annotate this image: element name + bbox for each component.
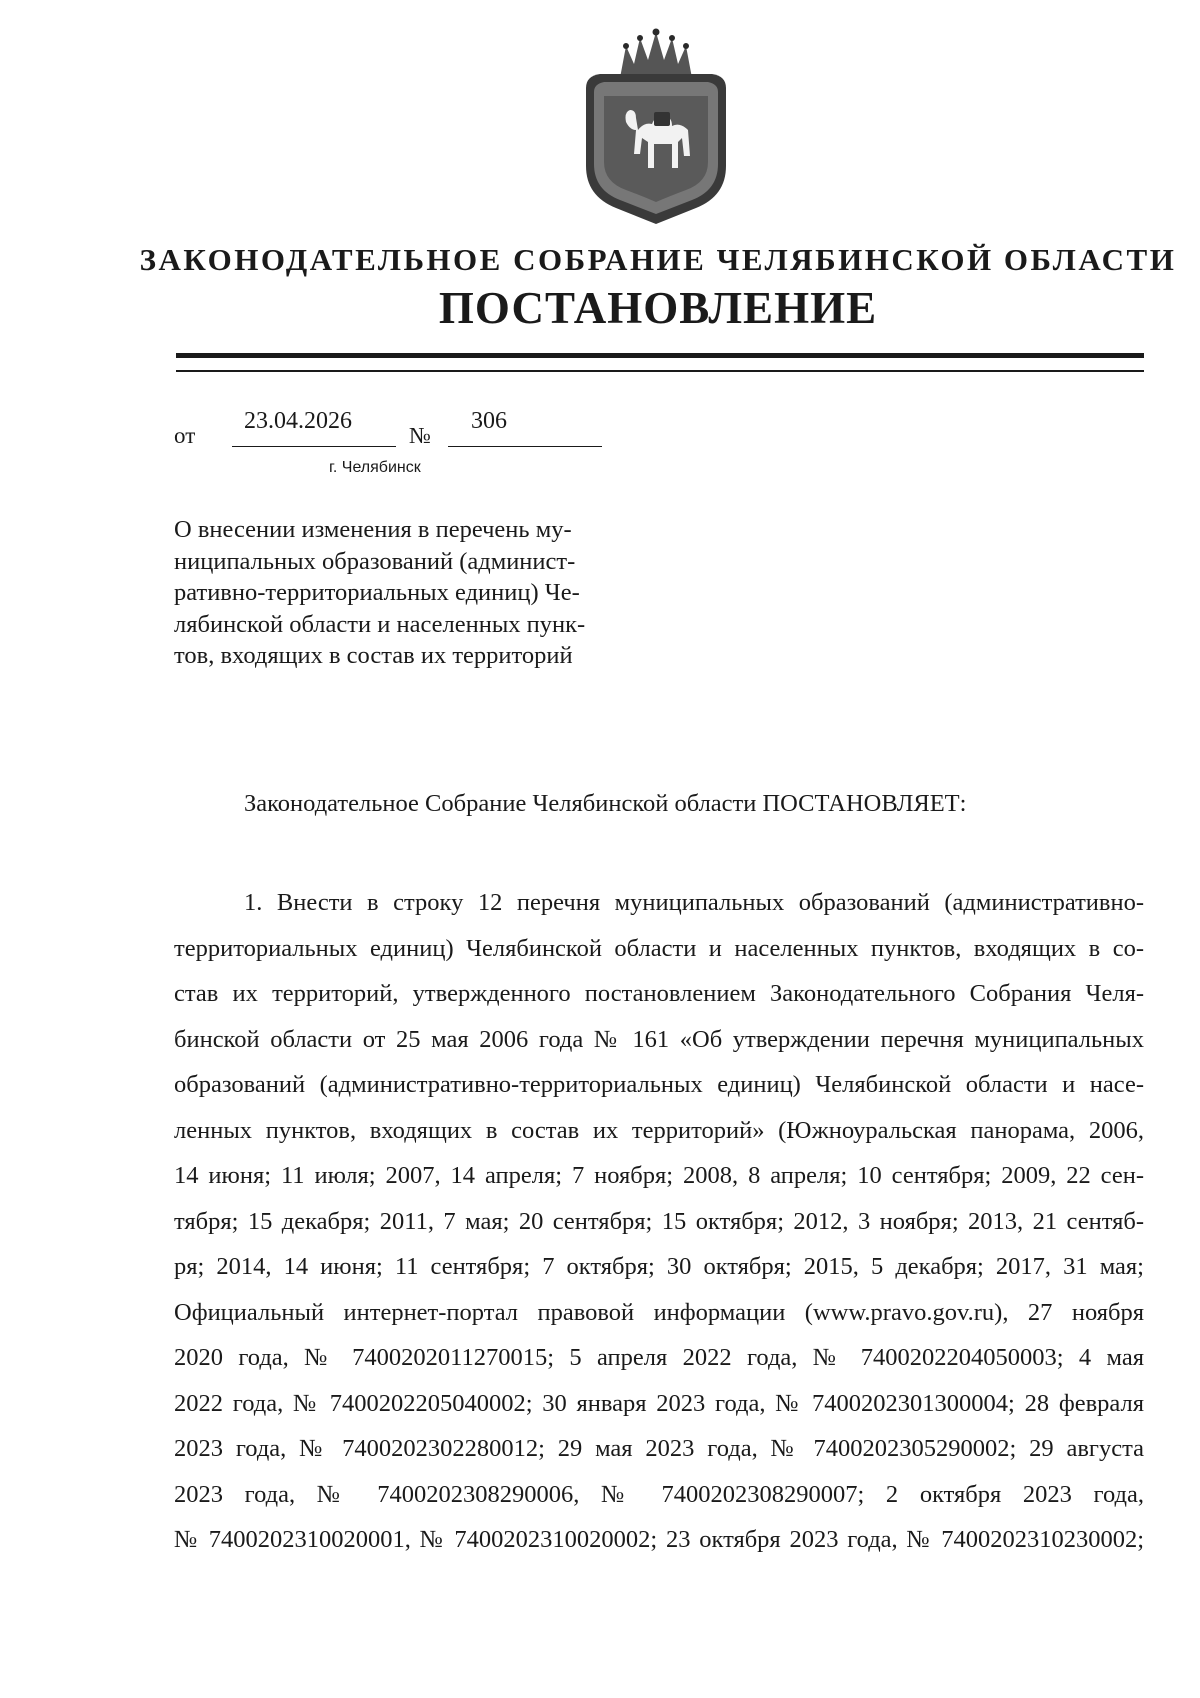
body-paragraph — [174, 880, 1144, 1563]
subject-line: тов, входящих в состав их территорий — [174, 642, 573, 669]
body-line: 2023 года, № 7400202308290006, № 7400202308290007; 2 октября 2023 года, — [174, 1480, 1144, 1508]
body-line: ря; 2014, 14 июня; 11 сентября; 7 октября; 30 октября; 2015, 5 декабря; 2017, 31 мая; — [174, 1253, 1144, 1280]
body-line: ленных пунктов, входящих в состав их территорий» (Южноуральская панорама, 2006, — [174, 1116, 1144, 1144]
number-underline — [448, 446, 602, 447]
city-label: г. Челябинск — [329, 459, 421, 476]
subject-line: ративно-территориальных единиц) Че- — [174, 579, 580, 606]
body-line: став их территорий, утвержденного постановлением Законодательного Собрания Челя- — [174, 980, 1144, 1007]
subject-line: ниципальных образований (админист- — [174, 547, 576, 575]
document-subject — [174, 514, 614, 672]
coat-of-arms-emblem — [580, 26, 732, 226]
organization-title: ЗАКОНОДАТЕЛЬНОЕ СОБРАНИЕ ЧЕЛЯБИНСКОЙ ОБЛАСТИ — [139, 242, 1177, 277]
date-label: от — [174, 423, 196, 448]
document-number: 306 — [471, 408, 507, 434]
body-line: Официальный интернет-портал правовой информации (www.pravo.gov.ru), 27 ноября — [174, 1298, 1144, 1326]
body-line: № 7400202310020001, № 7400202310020002; 23 октября 2023 года, № 7400202310230002; — [174, 1526, 1144, 1553]
body-line: тября; 15 декабря; 2011, 7 мая; 20 сентября; 15 октября; 2012, 3 ноября; 2013, 21 сентяб- — [174, 1207, 1144, 1235]
body-line: образований (административно-территориальных единиц) Челябинской области и насе- — [174, 1071, 1144, 1098]
header-rule-thick — [176, 353, 1144, 358]
body-line: 1. Внести в строку 12 перечня муниципальных образований (административно- — [244, 889, 1144, 916]
body-line: 2022 года, № 7400202205040002; 30 января 2023 года, № 7400202301300004; 28 февраля — [174, 1389, 1144, 1417]
date-underline — [232, 446, 396, 447]
subject-line: О внесении изменения в перечень му- — [174, 516, 572, 543]
body-line: 2020 года, № 7400202011270015; 5 апреля 2022 года, № 7400202204050003; 4 мая — [174, 1344, 1144, 1371]
subject-line: лябинской области и населенных пунк- — [174, 610, 586, 638]
body-line: бинской области от 25 мая 2006 года № 161 «Об утверждении перечня муниципальных — [174, 1025, 1144, 1053]
document-type-title: ПОСТАНОВЛЕНИЕ — [438, 283, 878, 333]
resolves-statement: Законодательное Собрание Челябинской области ПОСТАНОВЛЯЕТ: — [244, 790, 967, 817]
number-label: № — [409, 423, 431, 448]
body-line: территориальных единиц) Челябинской области и населенных пунктов, входящих в со- — [174, 934, 1144, 962]
document-date: 23.04.2026 — [244, 408, 352, 434]
body-line: 14 июня; 11 июля; 2007, 14 апреля; 7 ноября; 2008, 8 апреля; 10 сентября; 2009, 22 сен- — [174, 1162, 1144, 1189]
body-line: 2023 года, № 7400202302280012; 29 мая 2023 года, № 7400202305290002; 29 августа — [174, 1435, 1144, 1462]
header-rule-thin — [176, 370, 1144, 372]
